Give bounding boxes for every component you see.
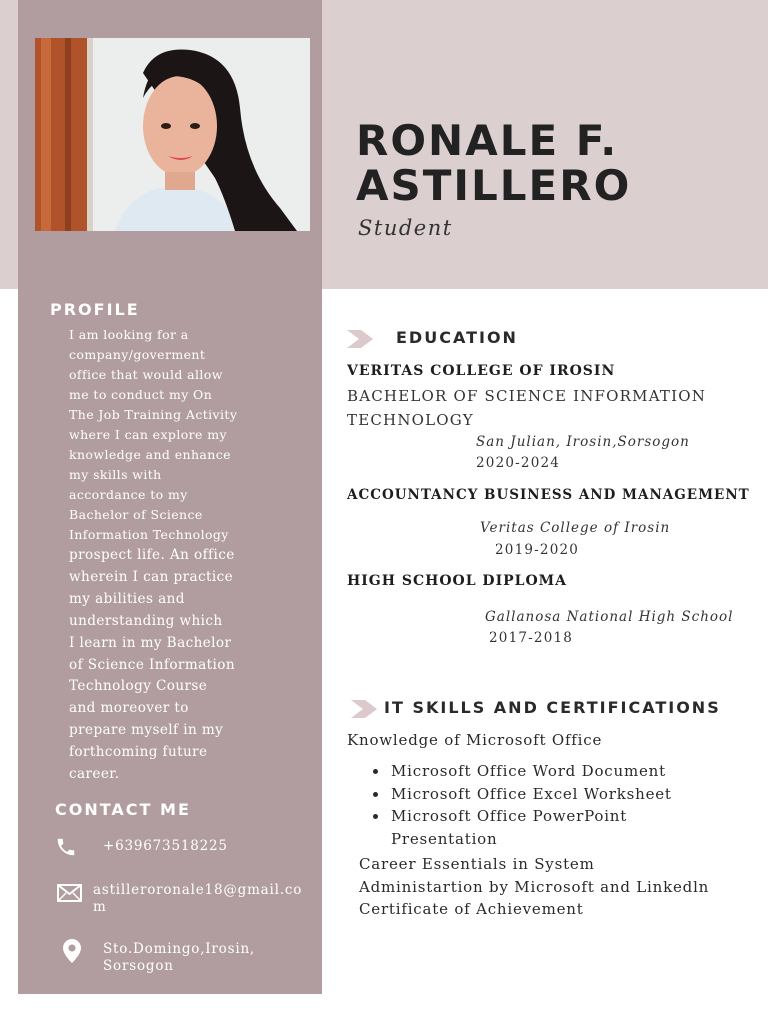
profile-line: I am looking for a [69,327,189,342]
email-address[interactable] [93,882,302,916]
list-item: Microsoft Office Word Document [370,760,710,783]
certification [359,853,739,921]
profile-photo [35,38,310,231]
degree-line-1: BACHELOR OF SCIENCE INFORMATION [347,387,707,405]
education-heading: EDUCATION [396,328,518,347]
email-line-2: m [93,899,107,915]
profile-line: I learn in my Bachelor [69,634,232,651]
phone-number[interactable]: +639673518225 [103,838,228,854]
profile-line: my abilities and [69,590,185,607]
location-icon [63,939,81,967]
profile-text [69,325,259,786]
education-location: Gallanosa National High School [485,609,734,625]
education-years: 2020-2024 [476,455,561,471]
profile-line: prepare myself in my [69,722,224,739]
education-arrow-icon [347,330,373,352]
mail-icon [57,884,82,906]
candidate-name [356,118,756,208]
skills-arrow-icon [351,700,377,722]
education-institution: VERITAS COLLEGE OF IROSIN [347,363,616,379]
profile-line: Information Technology [69,527,229,542]
name-line-1: RONALE F. [356,116,619,165]
profile-line: Bachelor of Science [69,507,203,522]
contact-heading: CONTACT ME [55,800,191,819]
profile-line: The Job Training Activity [69,407,238,422]
profile-line: of Science Information [69,656,235,673]
list-item: Microsoft Office PowerPoint Presentation [370,805,710,850]
skills-intro: Knowledge of Microsoft Office [347,731,603,749]
skills-heading: IT SKILLS AND CERTIFICATIONS [384,698,721,717]
profile-line: knowledge and enhance [69,447,231,462]
address [103,941,255,975]
profile-line: accordance to my [69,487,188,502]
profile-line: company/goverment [69,347,206,362]
education-location: Veritas College of Irosin [480,520,671,536]
profile-line: career. [69,766,120,783]
candidate-title: Student [358,216,453,240]
education-institution: ACCOUNTANCY BUSINESS AND MANAGEMENT [347,487,750,503]
profile-line: prospect life. An office [69,547,235,563]
education-location: San Julian, Irosin,Sorsogon [476,434,690,450]
email-line-1: astilleroronale18@gmail.co [93,882,303,898]
profile-line: forthcoming future [69,744,208,761]
phone-icon [55,836,77,862]
profile-line: and moreover to [69,700,189,717]
education-years: 2017-2018 [489,630,574,646]
profile-line: office that would allow [69,367,223,382]
education-institution: HIGH SCHOOL DIPLOMA [347,573,568,589]
profile-line: me to conduct my On [69,387,213,402]
profile-line: my skills with [69,467,162,482]
degree-line-2: TECHNOLOGY [347,411,474,429]
skills-list [370,760,710,850]
list-item: Microsoft Office Excel Worksheet [370,783,710,806]
profile-line: wherein I can practice [69,568,234,585]
profile-line: understanding which [69,612,223,629]
education-degree [347,384,706,432]
cert-line-1: Career Essentials in System [359,855,595,873]
address-line-1: Sto.Domingo,Irosin, [103,941,256,957]
cert-line-3: Certificate of Achievement [359,900,584,919]
profile-line: Technology Course [69,678,208,695]
name-line-2: ASTILLERO [356,161,632,210]
profile-line: where I can explore my [69,427,227,442]
education-years: 2019-2020 [495,542,580,558]
address-line-2: Sorsogon [103,958,174,974]
cert-line-2: Administartion by Microsoft and Linkedln [359,877,710,896]
profile-heading: PROFILE [50,300,140,319]
